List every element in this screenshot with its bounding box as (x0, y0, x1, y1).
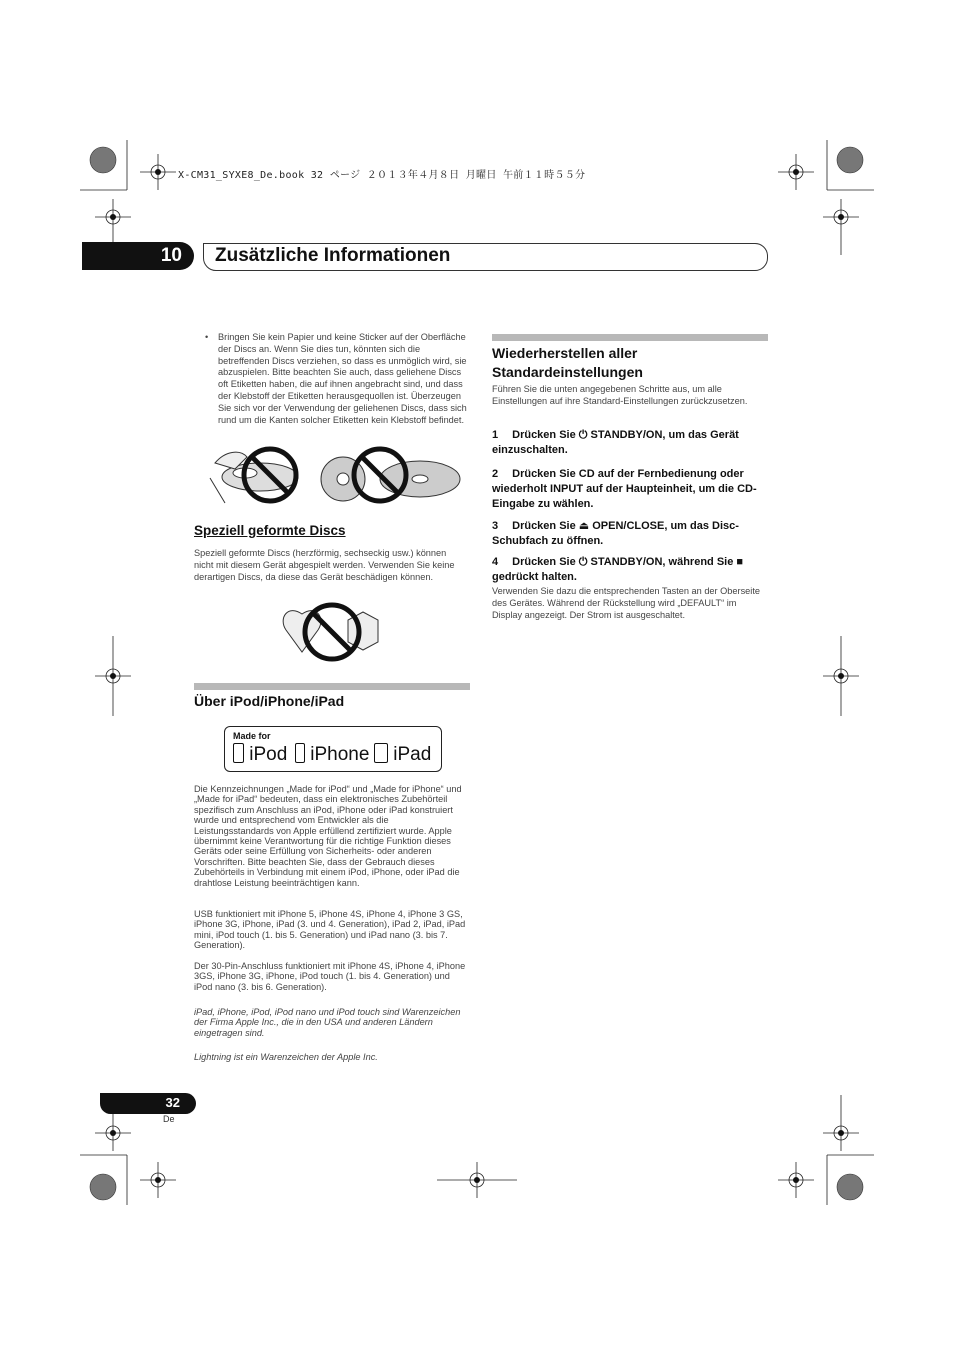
step-number: 2 (492, 468, 499, 480)
made-for-paragraph: Die Kennzeichnungen „Made for iPod“ und „Made for iPhone“ und „Made for iPad“ bedeuten, dass ein elektronisches Zubehörteil spezifisch zum Anschluss an iPod, iPhone oder iPad konstruiert wurde und entsprechend vom Entwickler als die Leistungsstandards von Apple erfüllend zertifiziert wurde. Apple übernimmt keine Verantwortung für die richtige Funktion dieses Geräts oder seine Erfüllung von Sicherheits- oder anderen Vorschriften. Bitte beachten Sie, dass der Gebrauch dieses Zubehörteils in Verbindung mit einem iPod, iPhone, oder iPad die drahtlose Leistung beeinträchtigen kann. (194, 784, 462, 888)
shaped-discs-text: Speziell geformte Discs (herzförmig, sechseckig usw.) können nicht mit diesem Gerät abgespielt werden. Verwenden Sie keine derartigen Discs, da diese das Gerät beschädigen können. (194, 548, 455, 582)
chapter-number: 10 (160, 245, 182, 266)
made-for-apple-logo (224, 726, 442, 772)
print-file-header: X-CM31_SYXE8_De.book 32 ページ ２０１３年４月８日 月曜日 午前１１時５５分 (178, 170, 586, 181)
reset-step-3 (492, 519, 768, 549)
reset-section-heading: Wiederherstellen aller Standardeinstellungen (492, 345, 643, 380)
step-number: 4 (492, 556, 499, 568)
language-code: De (163, 1114, 175, 1124)
shaped-discs-heading: Speziell geformte Discs (194, 523, 346, 538)
step-text: Drücken Sie ⏏ OPEN/CLOSE, um das Disc-Schubfach zu öffnen. (492, 520, 739, 547)
disc-label-warning-text: Bringen Sie kein Papier und keine Sticker auf der Oberfläche der Discs an. Wenn Sie dies tun, könnten sich die betreffenden Discs verziehen, so dass es unmöglich wird, sie abzuspielen. Bitte beachten Sie auch, dass geliehene Discs oft Etiketten haben, die auf ihnen angebracht sind, und dass der Klebstoff der Etiketten herausgequollen ist. Überzeugen Sie sich vor der Verwendung der geliehenen Discs, dass sich rund um die Kanten solcher Etiketten kein Klebstoff befindet. (218, 332, 467, 425)
reset-step-4 (492, 555, 768, 585)
pin-connector-paragraph: Der 30-Pin-Anschluss funktioniert mit iPhone 4S, iPhone 4, iPhone 3GS, iPhone 3G, iPhone, iPod touch (1. bis 4. Generation) und iPod nano (3. bis 6. Generation). (194, 961, 466, 992)
ipad-device-icon (374, 743, 388, 763)
reset-intro-text: Führen Sie die unten angegebenen Schritte aus, um alle Einstellungen auf ihre Standard-Einstellungen zurückzusetzen. (492, 384, 748, 406)
ipod-logo-text: iPod (249, 744, 288, 765)
section-bar (492, 334, 768, 341)
ipod-section-heading: Über iPod/iPhone/iPad (194, 693, 345, 709)
chapter-title: Zusätzliche Informationen (215, 245, 451, 266)
reset-step-1 (492, 428, 768, 458)
iphone-device-icon (295, 743, 305, 763)
iphone-logo-text: iPhone (310, 744, 370, 765)
step-text: Drücken Sie CD auf der Fernbedienung oder wiederholt INPUT auf der Haupteinheit, um die CD-Eingabe zu wählen. (492, 468, 757, 510)
ipod-device-icon (233, 743, 244, 763)
step-number: 3 (492, 520, 499, 532)
bullet-dot: • (205, 332, 209, 342)
step-number: 1 (492, 429, 499, 441)
made-for-label: Made for (233, 731, 271, 741)
no-shaped-discs-illustration (278, 600, 388, 666)
usb-compat-paragraph: USB funktioniert mit iPhone 5, iPhone 4S, iPhone 4, iPhone 3 GS, iPhone 3G, iPhone, iPad (3. und 4. Generation), iPad 2, iPad, iPad mini, iPod touch (1. bis 5. Generation) und iPad nano (3. bis 7. Generation). (194, 909, 466, 951)
section-bar (194, 683, 470, 690)
step-text: Drücken Sie ⏻ STANDBY/ON, während Sie ■ gedrückt halten. (492, 556, 744, 583)
no-stickers-illustration (205, 443, 465, 511)
reset-step-2 (492, 467, 768, 512)
iphone-logo-item (295, 743, 369, 766)
ipad-logo-text: iPad (393, 744, 432, 765)
trademark-note-1: iPad, iPhone, iPod, iPod nano und iPod touch sind Warenzeichen der Firma Apple Inc., die in den USA und anderen Ländern eingetragen sind. (194, 1007, 461, 1038)
ipad-logo-item (374, 743, 431, 766)
page-number: 32 (165, 1095, 180, 1110)
page-number-tab (100, 1093, 196, 1114)
reset-note-text: Verwenden Sie dazu die entsprechenden Tasten an der Oberseite des Gerätes. Während der Rückstellung wird „DEFAULT“ im Display angezeigt. Der Strom ist ausgeschaltet. (492, 586, 760, 620)
ipod-logo-item (233, 743, 287, 766)
chapter-number-tab (82, 242, 194, 270)
trademark-note-2: Lightning ist ein Warenzeichen der Apple Inc. (194, 1052, 378, 1062)
step-text: Drücken Sie ⏻ STANDBY/ON, um das Gerät einzuschalten. (492, 429, 739, 456)
